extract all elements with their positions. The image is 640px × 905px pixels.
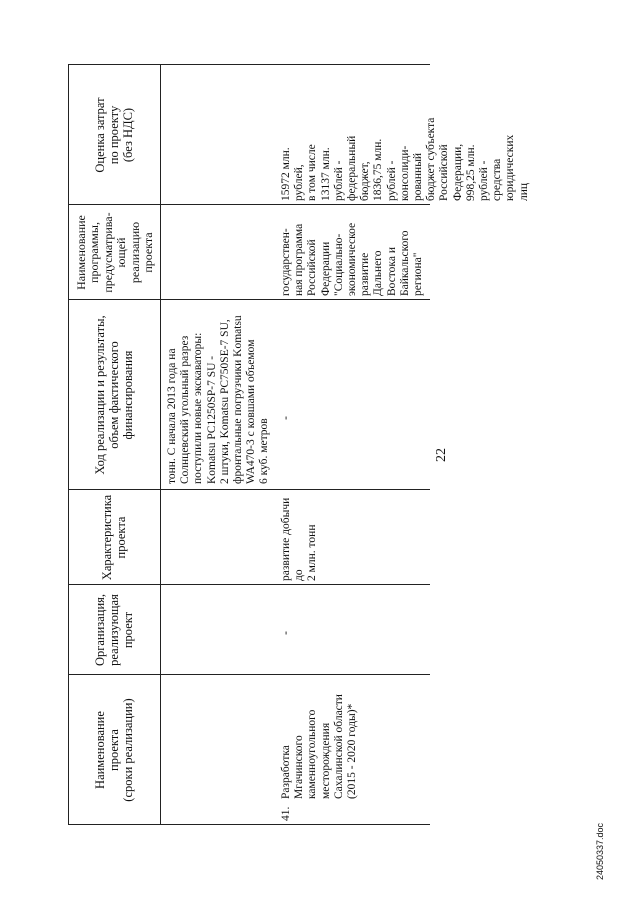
- page-number: 22: [434, 448, 449, 462]
- header-progress: Ход реализации и результаты, объем фактического финансирования: [93, 315, 135, 475]
- progress-continuation: тонн. С начала 2013 года на Солнцевский угольный разрез поступили новые экскаваторы: Komatsu PC1250SP-7 SU - 2 штуки, Komatsu PC750SE-7 SU, фронтальные погрузчики Komatsu WA470-3 с ковшами объемом 6 куб. метров: [166, 315, 271, 484]
- header-project-name: Наименование проекта (сроки реализации): [93, 698, 135, 802]
- row-program: государствен- ная программа Российской Федерации "Социально- экономическое развитие Дальнего Востока и Байкальского региона": [280, 222, 425, 296]
- header-organization: Организация, реализующая проект: [93, 593, 135, 667]
- row-organization: -: [278, 631, 292, 635]
- header-characteristic: Характеристика проекта: [100, 494, 128, 581]
- row-number: 41.: [280, 806, 292, 821]
- rotated-page: [50, 30, 605, 880]
- header-program: Наименование программы, предусматрива- ющей реализацию проекта: [73, 212, 155, 293]
- row-project-name: Разработка Мгачинского каменноугольного месторождения Сахалинской области (2015 - 2020 годы)*: [280, 694, 359, 799]
- row-characteristic: развитие добычи до 2 млн. тонн: [280, 497, 319, 581]
- row-progress: -: [278, 416, 292, 420]
- document-code: 24050337.doc: [595, 822, 605, 880]
- row-cost: 15972 млн. рублей, в том числе 13137 млн. рублей - федеральный бюджет, 1836,75 млн. рублей - консолиди- рованный бюджет субъекта Российской Федерации, 998,25 млн. рублей - средства юридических лиц: [280, 117, 530, 201]
- header-cost: Оценка затрат по проекту (без НДС): [93, 97, 135, 173]
